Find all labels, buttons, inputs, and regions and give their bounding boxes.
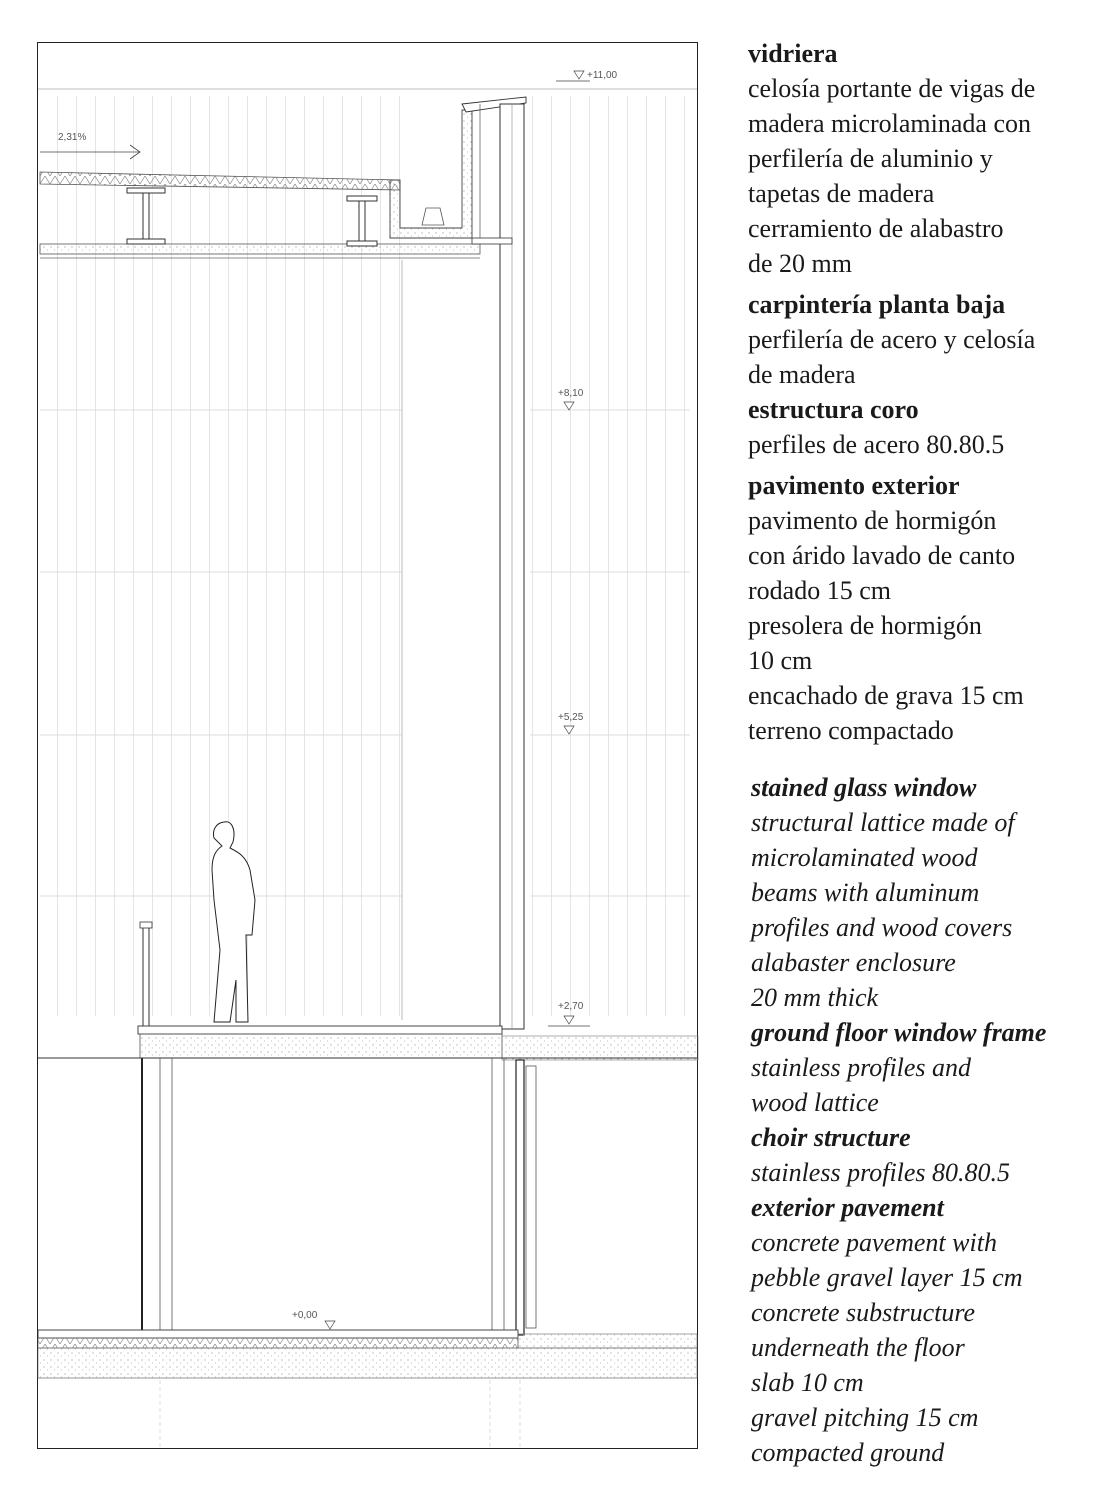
legend-line: 10 cm xyxy=(748,646,813,675)
exterior-slab-upper xyxy=(502,1036,698,1060)
legend-line: microlaminated wood xyxy=(751,843,978,872)
legend-line: wood lattice xyxy=(751,1088,879,1117)
legend-line: alabaster enclosure xyxy=(751,948,956,977)
choir-floor xyxy=(138,1026,502,1034)
legend-line: rodado 15 cm xyxy=(748,576,891,605)
legend-heading: estructura coro xyxy=(748,395,919,424)
legend-heading: carpintería planta baja xyxy=(748,290,1006,319)
legend-line: perfiles de acero 80.80.5 xyxy=(748,430,1005,459)
legend-line: profiles and wood covers xyxy=(751,913,1013,942)
legend-heading: vidriera xyxy=(748,39,838,68)
legend-line: compacted ground xyxy=(751,1438,945,1467)
svg-text:+0,00: +0,00 xyxy=(292,1310,318,1321)
legend-line: celosía portante de vigas de xyxy=(748,74,1036,103)
legend-heading: stained glass window xyxy=(751,773,977,802)
legend-line: concrete pavement with xyxy=(751,1228,997,1257)
legend-line: structural lattice made of xyxy=(751,808,1015,837)
roof-beam xyxy=(40,244,480,254)
legend-line: tapetas de madera xyxy=(748,179,935,208)
legend-line: stainless profiles 80.80.5 xyxy=(751,1158,1011,1187)
legend-line: concrete substructure xyxy=(751,1298,976,1327)
legend-english xyxy=(751,770,1096,1470)
legend-heading: ground floor window frame xyxy=(751,1018,1047,1047)
legend-line: encachado de grava 15 cm xyxy=(748,681,1024,710)
svg-text:+8,10: +8,10 xyxy=(558,388,584,399)
legend-line: slab 10 cm xyxy=(751,1368,864,1397)
legend-line: madera microlaminada con xyxy=(748,109,1031,138)
legend-line: gravel pitching 15 cm xyxy=(751,1403,979,1432)
legend-line: presolera de hormigón xyxy=(748,611,982,640)
legend-line: de madera xyxy=(748,360,856,389)
roof-slope-label: 2,31% xyxy=(58,132,87,143)
legend-spanish xyxy=(748,36,1093,748)
legend-line: cerramiento de alabastro xyxy=(748,214,1004,243)
legend-line: 20 mm thick xyxy=(751,983,879,1012)
exterior-pavement xyxy=(518,1334,697,1348)
legend-line: de 20 mm xyxy=(748,249,852,278)
svg-text:+5,25: +5,25 xyxy=(558,712,584,723)
ground-slab xyxy=(38,1338,518,1348)
legend-heading: exterior pavement xyxy=(751,1193,944,1222)
legend-line: perfilería de aluminio y xyxy=(748,144,993,173)
legend-line: stainless profiles and xyxy=(751,1053,972,1082)
ground-floor-pavement xyxy=(38,1330,518,1338)
svg-text:+11,00: +11,00 xyxy=(587,70,618,81)
exterior-wall-pattern xyxy=(530,96,690,1016)
ground-window-frame xyxy=(516,1060,524,1335)
legend-heading: pavimento exterior xyxy=(748,471,960,500)
legend-line: perfilería de acero y celosía xyxy=(748,325,1036,354)
legend-line: con árido lavado de canto xyxy=(748,541,1016,570)
svg-text:+2,70: +2,70 xyxy=(558,1001,584,1012)
legend-line: pebble gravel layer 15 cm xyxy=(751,1263,1023,1292)
legend-line: pavimento de hormigón xyxy=(748,506,997,535)
legend-line: terreno compactado xyxy=(748,716,954,745)
legend-line: beams with aluminum xyxy=(751,878,980,907)
legend-line: underneath the floor xyxy=(751,1333,965,1362)
legend-heading: choir structure xyxy=(751,1123,911,1152)
choir-slab xyxy=(140,1034,502,1058)
